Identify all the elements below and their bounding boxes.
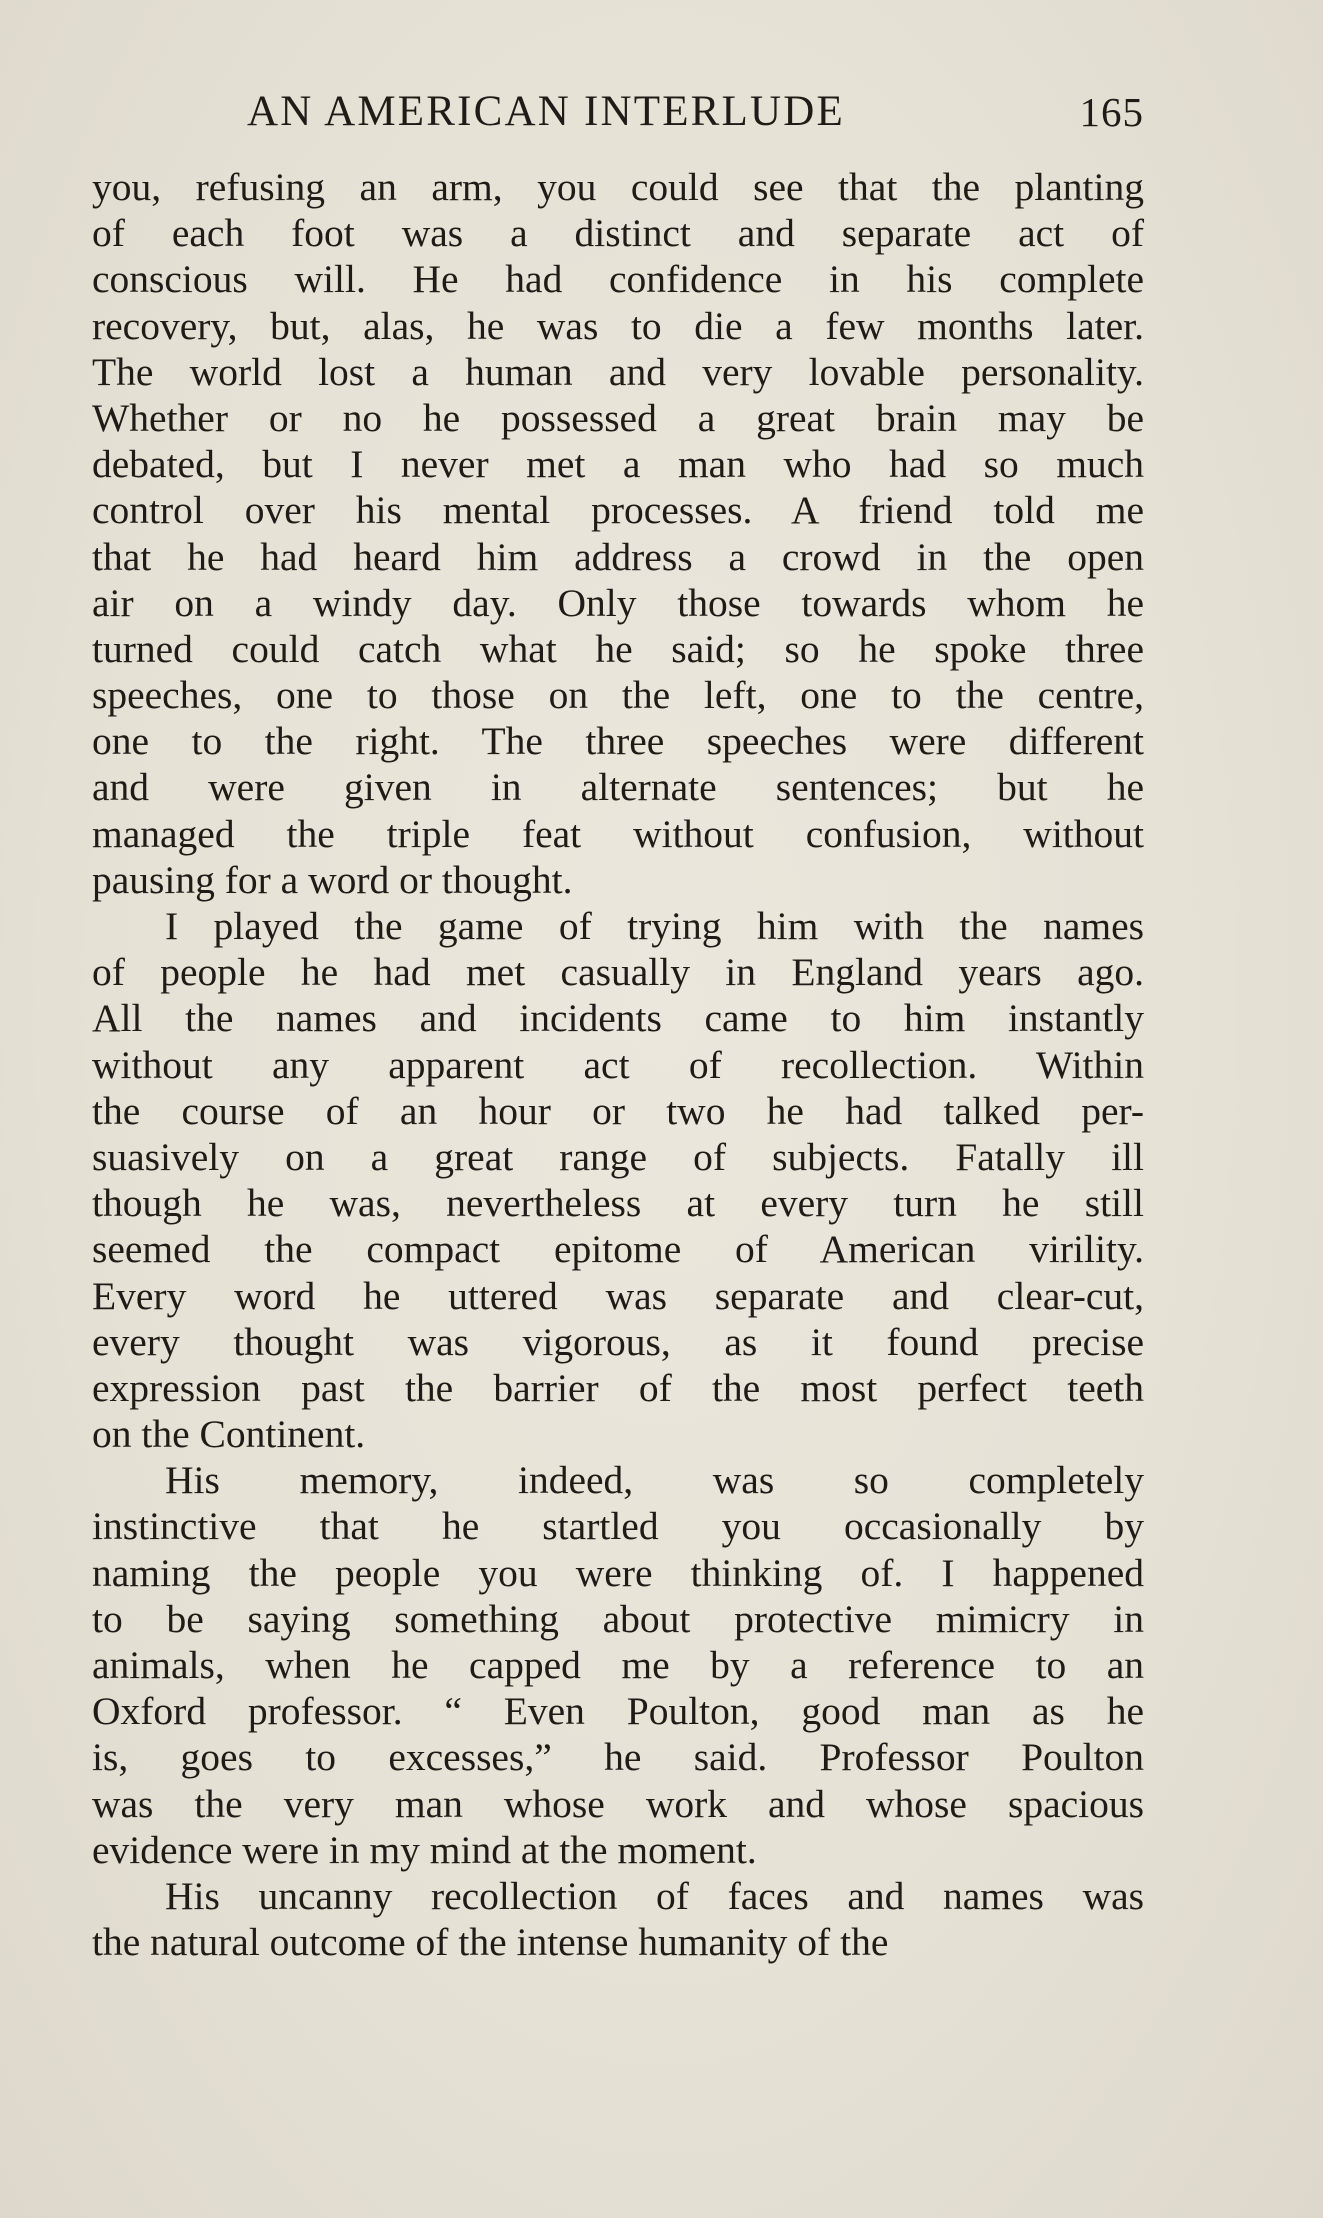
text-line: Oxford professor. “ Even Poulton, good man as he [92,1689,1144,1734]
text-line: conscious will. He had confidence in his complete [92,257,1144,302]
body-text [92,164,1144,1965]
text-line: to be saying something about protective mimicry in [92,1596,1144,1641]
text-line: His memory, indeed, was so completely [165,1458,1144,1503]
text-line: one to the right. The three speeches were different [92,719,1144,764]
text-line: on the Continent. [92,1412,366,1457]
text-line: Whether or no he possessed a great brain may be [92,395,1144,440]
text-line: is, goes to excesses,” he said. Professor Poulton [92,1735,1144,1780]
text-line: All the names and incidents came to him instantly [92,996,1144,1041]
text-line: debated, but I never met a man who had so much [92,442,1144,487]
text-line: speeches, one to those on the left, one to the centre, [92,673,1144,718]
text-line: suasively on a great range of subjects. Fatally ill [92,1134,1144,1179]
text-line: I played the game of trying him with the names [165,904,1144,948]
paragraph [92,1873,1144,1965]
text-line: and were given in alternate sentences; but he [92,765,1144,810]
text-line: the course of an hour or two he had talked per- [92,1088,1144,1133]
text-line: His uncanny recollection of faces and names was [165,1873,1144,1918]
text-line: air on a windy day. Only those towards whom he [92,580,1144,625]
text-line: every thought was vigorous, as it found precise [92,1319,1144,1364]
text-line: instinctive that he startled you occasionally by [92,1504,1144,1549]
text-line: naming the people you were thinking of. I happened [92,1550,1144,1595]
text-line: of each foot was a distinct and separate act of [92,211,1144,256]
text-line: expression past the barrier of the most perfect teeth [92,1365,1144,1410]
paragraph [92,1457,1144,1873]
running-head-title: AN AMERICAN INTERLUDE [247,88,845,135]
text-line: the natural outcome of the intense humanity of the [92,1920,889,1965]
text-line: turned could catch what he said; so he spoke three [92,626,1144,671]
text-line: though he was, nevertheless at every turn he still [92,1181,1144,1226]
text-line: evidence were in my mind at the moment. [92,1827,757,1872]
text-line: managed the triple feat without confusion, without [92,811,1144,856]
paragraph [92,164,1144,903]
text-line: was the very man whose work and whose spacious [92,1781,1144,1826]
text-line: recovery, but, alas, he was to die a few months later. [92,303,1144,348]
text-line: animals, when he capped me by a reference to an [92,1643,1144,1687]
text-line: of people he had met casually in England years ago. [92,950,1144,995]
running-head [92,82,1144,142]
text-line: that he had heard him address a crowd in the open [92,534,1144,579]
text-line: without any apparent act of recollection. Within [92,1042,1144,1087]
text-line: The world lost a human and very lovable personality. [92,349,1144,394]
text-line: you, refusing an arm, you could see that the planting [92,165,1144,209]
text-line: seemed the compact epitome of American virility. [92,1227,1144,1272]
text-line: Every word he uttered was separate and clear-cut, [92,1273,1144,1318]
paragraph [92,903,1144,1457]
text-line: pausing for a word or thought. [92,857,573,902]
page-number: 165 [1079,89,1144,135]
text-line: control over his mental processes. A friend told me [92,488,1144,533]
